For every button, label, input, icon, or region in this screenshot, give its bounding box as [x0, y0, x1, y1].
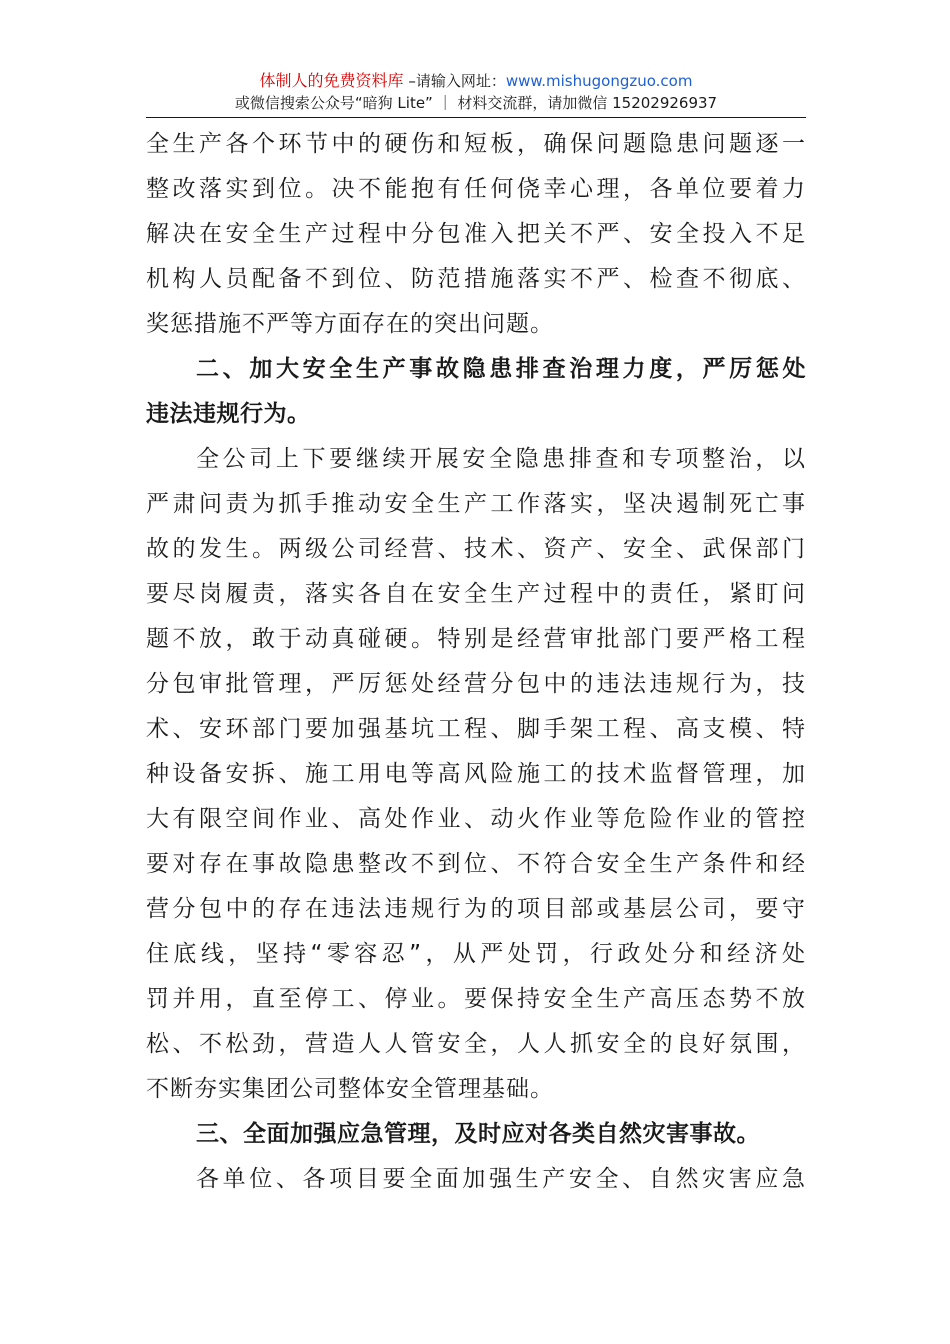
header-line-2: 或微信搜索公众号“暗狗 Lite” ｜ 材料交流群，请加微信 15202926937 [234, 94, 718, 112]
body-line: 解决在安全生产过程中分包准入把关不严、安全投入不足 [146, 221, 806, 247]
section-heading-2: 二、加大安全生产事故隐患排查治理力度，严厉惩处 [196, 356, 806, 382]
page-header [146, 70, 806, 114]
document-body [146, 122, 806, 1202]
body-line: 要尽岗履责，落实各自在安全生产过程中的责任，紧盯问 [146, 581, 806, 607]
body-line: 种设备安拆、施工用电等高风险施工的技术监督管理，加 [146, 761, 806, 787]
header-divider [146, 117, 806, 118]
body-line: 机构人员配备不到位、防范措施落实不严、检查不彻底、 [146, 266, 806, 292]
site-url-link[interactable]: www.mishugongzuo.com [505, 72, 693, 90]
body-line: 要对存在事故隐患整改不到位、不符合安全生产条件和经 [146, 851, 806, 877]
body-line: 大有限空间作业、高处作业、动火作业等危险作业的管控 [146, 806, 806, 832]
body-line: 营分包中的存在违法违规行为的项目部或基层公司，要守 [146, 896, 806, 922]
url-prompt: –请输入网址： [403, 72, 506, 90]
body-line: 松、不松劲，营造人人管安全，人人抓安全的良好氛围， [146, 1031, 806, 1057]
body-line: 术、安环部门要加强基坑工程、脚手架工程、高支模、特 [146, 716, 806, 742]
body-line: 奖惩措施不严等方面存在的突出问题。 [146, 311, 554, 337]
body-line: 各单位、各项目要全面加强生产安全、自然灾害应急 [196, 1166, 806, 1192]
body-line: 全生产各个环节中的硬伤和短板，确保问题隐患问题逐一 [146, 131, 806, 157]
body-line: 罚并用，直至停工、停业。要保持安全生产高压态势不放 [146, 986, 806, 1012]
section-heading-3: 三、全面加强应急管理，及时应对各类自然灾害事故。 [196, 1121, 760, 1147]
section-heading-2-cont: 违法违规行为。 [146, 401, 311, 427]
body-line: 题不放，敢于动真碰硬。特别是经营审批部门要严格工程 [146, 626, 806, 652]
header-line-1 [146, 70, 806, 92]
site-name: 体制人的免费资料库 [259, 71, 404, 90]
body-line: 全公司上下要继续开展安全隐患排查和专项整治，以 [196, 446, 806, 472]
body-line: 故的发生。两级公司经营、技术、资产、安全、武保部门 [146, 536, 806, 562]
body-line: 不断夯实集团公司整体安全管理基础。 [146, 1076, 554, 1102]
body-line: 住底线，坚持“零容忍”，从严处罚，行政处分和经济处 [146, 941, 806, 967]
body-line: 分包审批管理，严厉惩处经营分包中的违法违规行为，技 [146, 671, 806, 697]
body-line: 整改落实到位。决不能抱有任何侥幸心理，各单位要着力 [146, 176, 806, 202]
body-line: 严肃问责为抓手推动安全生产工作落实，坚决遏制死亡事 [146, 491, 806, 517]
